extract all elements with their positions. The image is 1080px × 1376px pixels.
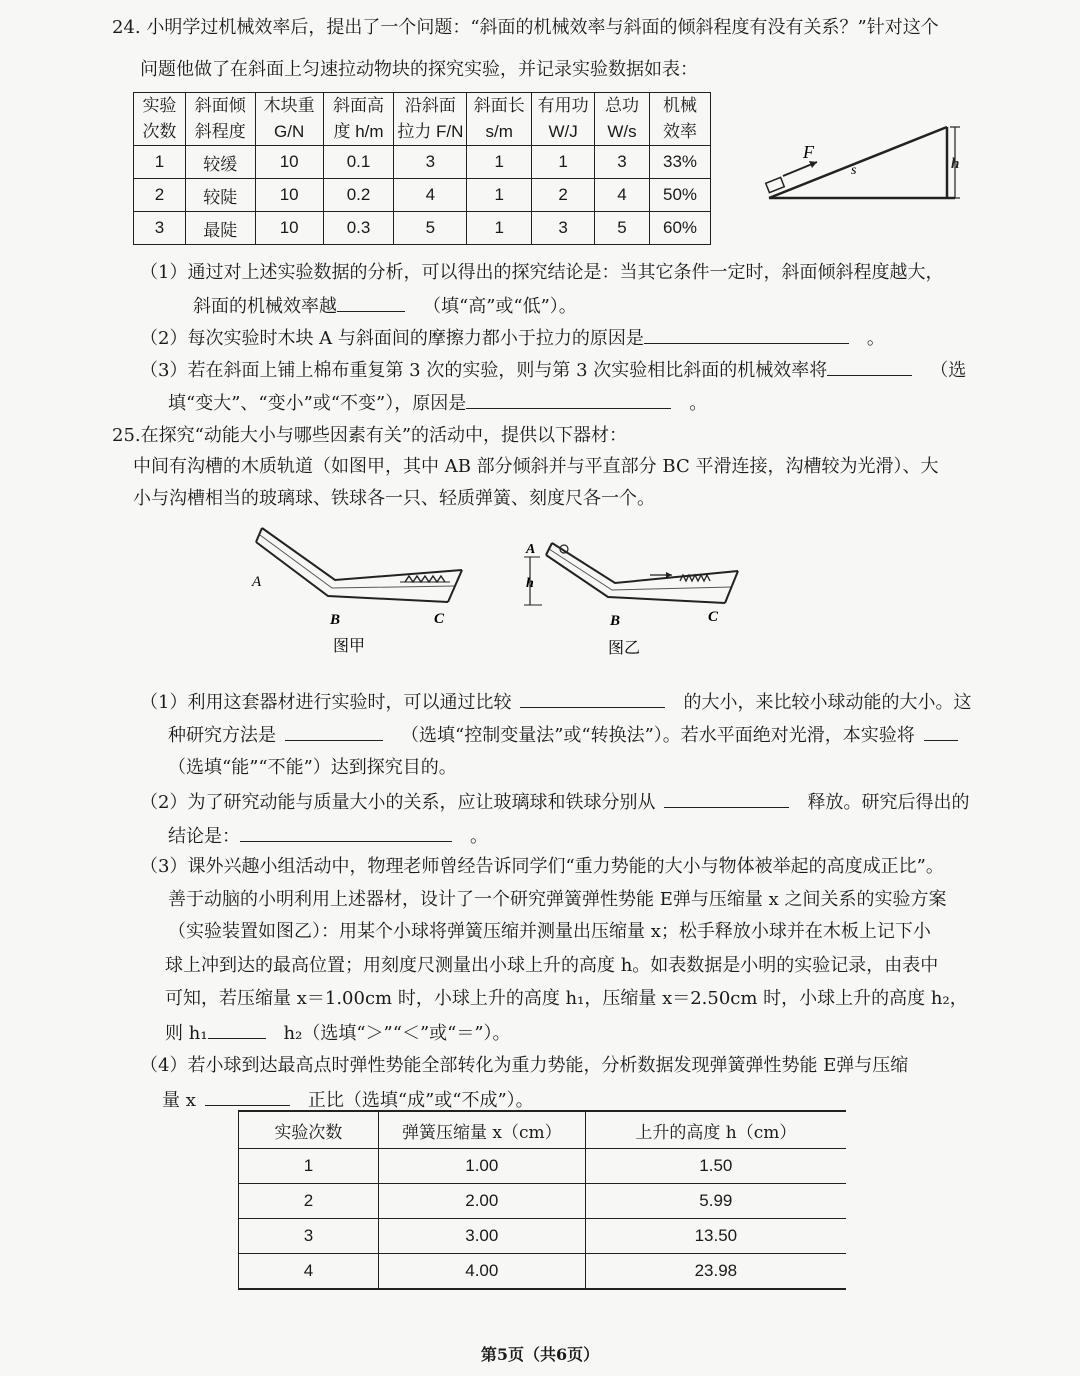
q25-part4-blank[interactable]: [205, 1087, 290, 1106]
q24-stem-line2: 问题他做了在斜面上匀速拉动物块的探究实验，并记录实验数据如表：: [140, 59, 698, 80]
table-cell: 1.00: [378, 1149, 585, 1184]
table-row: [134, 146, 711, 179]
fig-a-label-A: A: [252, 574, 262, 590]
table-cell: 3: [595, 146, 650, 179]
table-cell: 4: [239, 1254, 379, 1290]
table-header-cell: [323, 93, 394, 146]
height-label: h: [951, 156, 960, 172]
q25-part4-hint: 正比（选填“成”或“不成”）。: [307, 1090, 534, 1111]
q25-stem-line3: 小与沟槽相当的玻璃球、铁球各一只、轻质弹簧、刻度尺各一个。: [133, 488, 655, 509]
table-cell: 10: [255, 179, 323, 212]
table-cell: 1: [467, 212, 532, 245]
header-text: s/m: [485, 122, 513, 141]
table-cell: 23.98: [585, 1254, 846, 1290]
q25-part3-line1: （3）课外兴趣小组活动中，物理老师曾经告诉同学们“重力势能的大小与物体被举起的高度成正比”。: [140, 856, 944, 877]
header-text: 木块重: [263, 96, 315, 116]
table-cell: 较陡: [185, 179, 255, 212]
length-label: s: [851, 163, 857, 178]
table-cell: 3: [134, 212, 186, 245]
table-cell: 最陡: [185, 212, 255, 245]
header-text: W/J: [548, 122, 578, 141]
table-header-cell: [185, 93, 255, 146]
q24-part3-end: 。: [689, 393, 708, 414]
q25-part2-text3: 结论是：: [168, 826, 240, 847]
q25-part3-line6: [165, 1020, 511, 1046]
q25-part2-line2: [168, 823, 488, 849]
table-header-cell: [532, 93, 595, 146]
header-text: 沿斜面: [404, 96, 456, 116]
q25-part1-blank2[interactable]: [285, 722, 383, 741]
header-text: 斜面高: [333, 96, 385, 116]
q24-part3-line2: [168, 390, 707, 416]
table-cell: 1: [532, 146, 595, 179]
q25-part1-blank3[interactable]: [924, 722, 958, 741]
q25-stem-line1: 25.在探究“动能大小与哪些因素有关”的活动中，提供以下器材：: [112, 425, 628, 446]
q25-part4-text: 量 x: [162, 1090, 196, 1111]
force-label: F: [803, 142, 814, 162]
table-cell: 4: [394, 179, 467, 212]
table-row: [239, 1149, 847, 1184]
q25-part2-blank1[interactable]: [664, 789, 789, 808]
table-cell: 2.00: [378, 1184, 585, 1219]
q24-part3-text: （3）若在斜面上铺上棉布重复第 3 次的实验，则与第 3 次实验相比斜面的机械效率将: [140, 360, 828, 381]
header-text: 斜面倾: [194, 96, 246, 116]
table-cell: 0.1: [323, 146, 394, 179]
table-header-cell: [394, 93, 467, 146]
q25-part1-text4: （选填“控制变量法”或“转换法”）。若水平面绝对光滑，本实验将: [401, 725, 915, 746]
fig-b-label-C: C: [708, 609, 719, 625]
fig-b-caption: 图乙: [608, 640, 641, 657]
q25-part2-end: 。: [470, 826, 488, 847]
table-cell: 5: [394, 212, 467, 245]
table-header-cell: [467, 93, 532, 146]
header-text: 拉力 F/N: [397, 122, 464, 141]
q25-part2-text: （2）为了研究动能与质量大小的关系，应让玻璃球和铁球分别从: [140, 792, 656, 813]
table-header-cell: 上升的高度 h（cm）: [585, 1111, 846, 1149]
track-figure-a: [240, 520, 480, 660]
table-cell: 3: [394, 146, 467, 179]
header-text: 次数: [142, 122, 177, 142]
fig-b-label-B: B: [610, 613, 621, 629]
table-row: [239, 1184, 847, 1219]
q25-part1-line3: （选填“能”“不能”）达到探究目的。: [168, 757, 457, 778]
q24-part1-text: 斜面的机械效率越: [193, 296, 337, 317]
header-text: 斜面长: [473, 96, 525, 116]
header-text: 机械: [663, 96, 697, 116]
table-cell: 13.50: [585, 1219, 846, 1254]
table-header-cell: [134, 93, 186, 146]
q25-part2-blank2[interactable]: [240, 823, 452, 842]
q25-part1-line1: [140, 689, 971, 715]
q25-stem-line2: 中间有沟槽的木质轨道（如图甲，其中 AB 部分倾斜并与平直部分 BC 平滑连接，沟槽较为光滑）、大: [133, 456, 939, 477]
q24-part2-blank[interactable]: [644, 325, 849, 344]
table-cell: 60%: [650, 212, 711, 245]
q24-part1-line2: [193, 293, 577, 319]
header-text: G/N: [274, 122, 305, 141]
table-cell: 10: [255, 146, 323, 179]
table-cell: 5.99: [585, 1184, 846, 1219]
q24-part3-hint: （选: [930, 360, 967, 381]
q24-data-table: [133, 92, 711, 245]
table-header-cell: 弹簧压缩量 x（cm）: [378, 1111, 585, 1149]
table-row: [134, 179, 711, 212]
table-row: [239, 1219, 847, 1254]
q25-part1-text3: 种研究方法是: [168, 725, 276, 746]
header-text: 度 h/m: [333, 122, 384, 141]
q24-part1-blank[interactable]: [337, 293, 405, 312]
header-text: 有用功: [537, 96, 589, 116]
q25-part3-line2: 善于动脑的小明利用上述器材，设计了一个研究弹簧弹性势能 E弹与压缩量 x 之间关系的实验方案: [168, 889, 947, 910]
q24-part2-line: [140, 325, 885, 351]
q24-part3-blank2[interactable]: [466, 390, 671, 409]
table-cell: 0.2: [323, 179, 394, 212]
q25-part1-text2: 的大小，来比较小球动能的大小。这: [683, 692, 972, 713]
table-header-cell: [255, 93, 323, 146]
table-cell: 1: [467, 179, 532, 212]
table-cell: 2: [239, 1184, 379, 1219]
q24-part3-line1: [140, 357, 966, 383]
table-cell: 2: [532, 179, 595, 212]
q25-part3-blank[interactable]: [208, 1020, 266, 1039]
table-header-row: [134, 93, 711, 146]
q24-part2-text: （2）每次实验时木块 A 与斜面间的摩擦力都小于拉力的原因是: [140, 328, 644, 349]
table-cell: 3: [239, 1219, 379, 1254]
header-text: 效率: [663, 122, 697, 142]
table-header-cell: [650, 93, 711, 146]
table-cell: 50%: [650, 179, 711, 212]
fig-b-label-A: A: [526, 542, 536, 557]
page-footer: 第5页（共6页）: [480, 1345, 600, 1364]
table-cell: 4.00: [378, 1254, 585, 1290]
table-cell: 4: [595, 179, 650, 212]
header-text: 总功: [605, 96, 640, 116]
table-row: [134, 212, 711, 245]
table-cell: 3.00: [378, 1219, 585, 1254]
q25-part1-text: （1）利用这套器材进行实验时，可以通过比较: [140, 692, 512, 713]
q24-part2-end: 。: [866, 328, 885, 349]
table-cell: 2: [134, 179, 186, 212]
table-cell: 1.50: [585, 1149, 846, 1184]
q25-part4-line1: （4）若小球到达最高点时弹性势能全部转化为重力势能，分析数据发现弹簧弹性势能 E弹与压缩: [140, 1055, 909, 1076]
q25-part1-line2: [168, 722, 958, 748]
header-text: 实验: [142, 96, 177, 116]
q25-part3-line3: （实验装置如图乙）：用某个小球将弹簧压缩并测量出压缩量 x；松手释放小球并在木板上记下小: [168, 921, 931, 942]
table-cell: 33%: [650, 146, 711, 179]
q24-part3-blank1[interactable]: [827, 357, 912, 376]
q24-part1-line1: （1）通过对上述实验数据的分析，可以得出的探究结论是：当其它条件一定时，斜面倾斜程度越大，: [140, 262, 944, 283]
table-cell: 1: [134, 146, 186, 179]
q25-part3-hint: h₂（选填“＞”“＜”或“＝”）。: [283, 1023, 511, 1044]
table-header-cell: 实验次数: [239, 1111, 379, 1149]
q25-part2-text2: 释放。研究后得出的: [807, 792, 970, 813]
q25-part2-line1: [140, 789, 969, 815]
q25-part3-text: 则 h₁: [165, 1023, 208, 1044]
table-cell: 5: [595, 212, 650, 245]
table-header-row: [239, 1111, 847, 1149]
fig-b-label-h: h: [526, 576, 534, 591]
q24-part1-hint: （填“高”或“低”）。: [423, 296, 577, 317]
q24-stem-line1: 24. 小明学过机械效率后，提出了一个问题：“斜面的机械效率与斜面的倾斜程度有没有关系？”针对这个: [112, 17, 939, 38]
table-cell: 1: [239, 1149, 379, 1184]
table-cell: 0.3: [323, 212, 394, 245]
header-text: W/s: [607, 122, 637, 141]
q25-part3-line4: 球上冲到达的最高位置；用刻度尺测量出小球上升的高度 h。如表数据是小明的实验记录，由表中: [165, 955, 939, 976]
fig-a-label-C: C: [434, 611, 445, 627]
table-cell: 10: [255, 212, 323, 245]
fig-a-caption: 图甲: [333, 638, 366, 655]
table-cell: 3: [532, 212, 595, 245]
incline-figure: [755, 110, 980, 210]
table-header-cell: [595, 93, 650, 146]
q25-part1-blank1[interactable]: [520, 689, 665, 708]
fig-a-label-B: B: [330, 612, 341, 628]
q24-part3-text2: 填“变大”、“变小”或“不变”），原因是: [168, 393, 467, 414]
header-text: 斜程度: [194, 122, 246, 142]
track-figure-b: [520, 535, 750, 665]
q25-data-table: [238, 1110, 846, 1290]
q25-part3-line5: 可知，若压缩量 x＝1.00cm 时，小球上升的高度 h₁，压缩量 x＝2.50cm 时，小球上升的高度 h₂，: [165, 988, 968, 1009]
table-row: [239, 1254, 847, 1290]
table-cell: 较缓: [185, 146, 255, 179]
table-cell: 1: [467, 146, 532, 179]
